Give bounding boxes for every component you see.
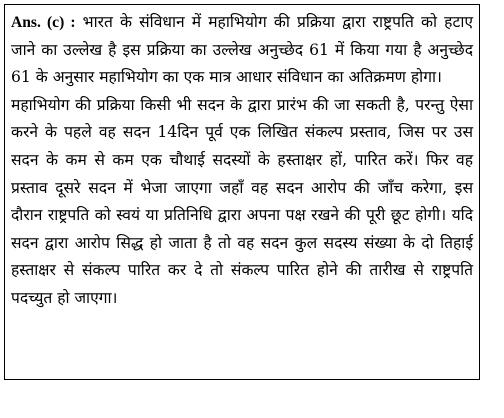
answer-paragraph-2: महाभियोग की प्रक्रिया किसी भी सदन के द्वारा प्रारंभ की जा सकती है, परन्तु ऐसा करने के पहले वह सदन 14दिन पूर्व एक लिखित संकल्प प्रस्ताव, जिस पर उस सदन के कम से कम एक चौथाई सदस्यों के हस्ताक्षर हों, पारित करें। फिर वह प्रस्ताव दूसरे सदन में भेजा जाएगा जहाँ वह सदन आरोप की जाँच करेगा, इस दौरान राष्ट्रपति को स्वयं या प्रतिनिधि द्वारा अपना पक्ष रखने की पूरी छूट होगी। यदि सदन द्वारा आरोप सिद्ध हो जाता है तो वह सदन कुल सदस्य संख्या के दो तिहाई हस्ताक्षर से संकल्प पारित कर दे तो संकल्प पारित होने की तारीख से राष्ट्रपति पदच्युत हो जाएगा। <box>11 95 473 307</box>
answer-box <box>4 4 480 380</box>
answer-text-1: भारत के संविधान में महाभियोग की प्रक्रिया द्वारा राष्ट्रपति को हटाए जाने का उल्लेख है इस प्रक्रिया का उल्लेख अनुच्छेद 61 में किया गया है अनुच्छेद 61 के अनुसार महाभियोग का एक मात्र आधार संविधान का अतिक्रमण होगा। <box>11 13 473 87</box>
answer-label: Ans. (c) : <box>11 14 76 31</box>
answer-paragraph-1 <box>11 9 473 92</box>
